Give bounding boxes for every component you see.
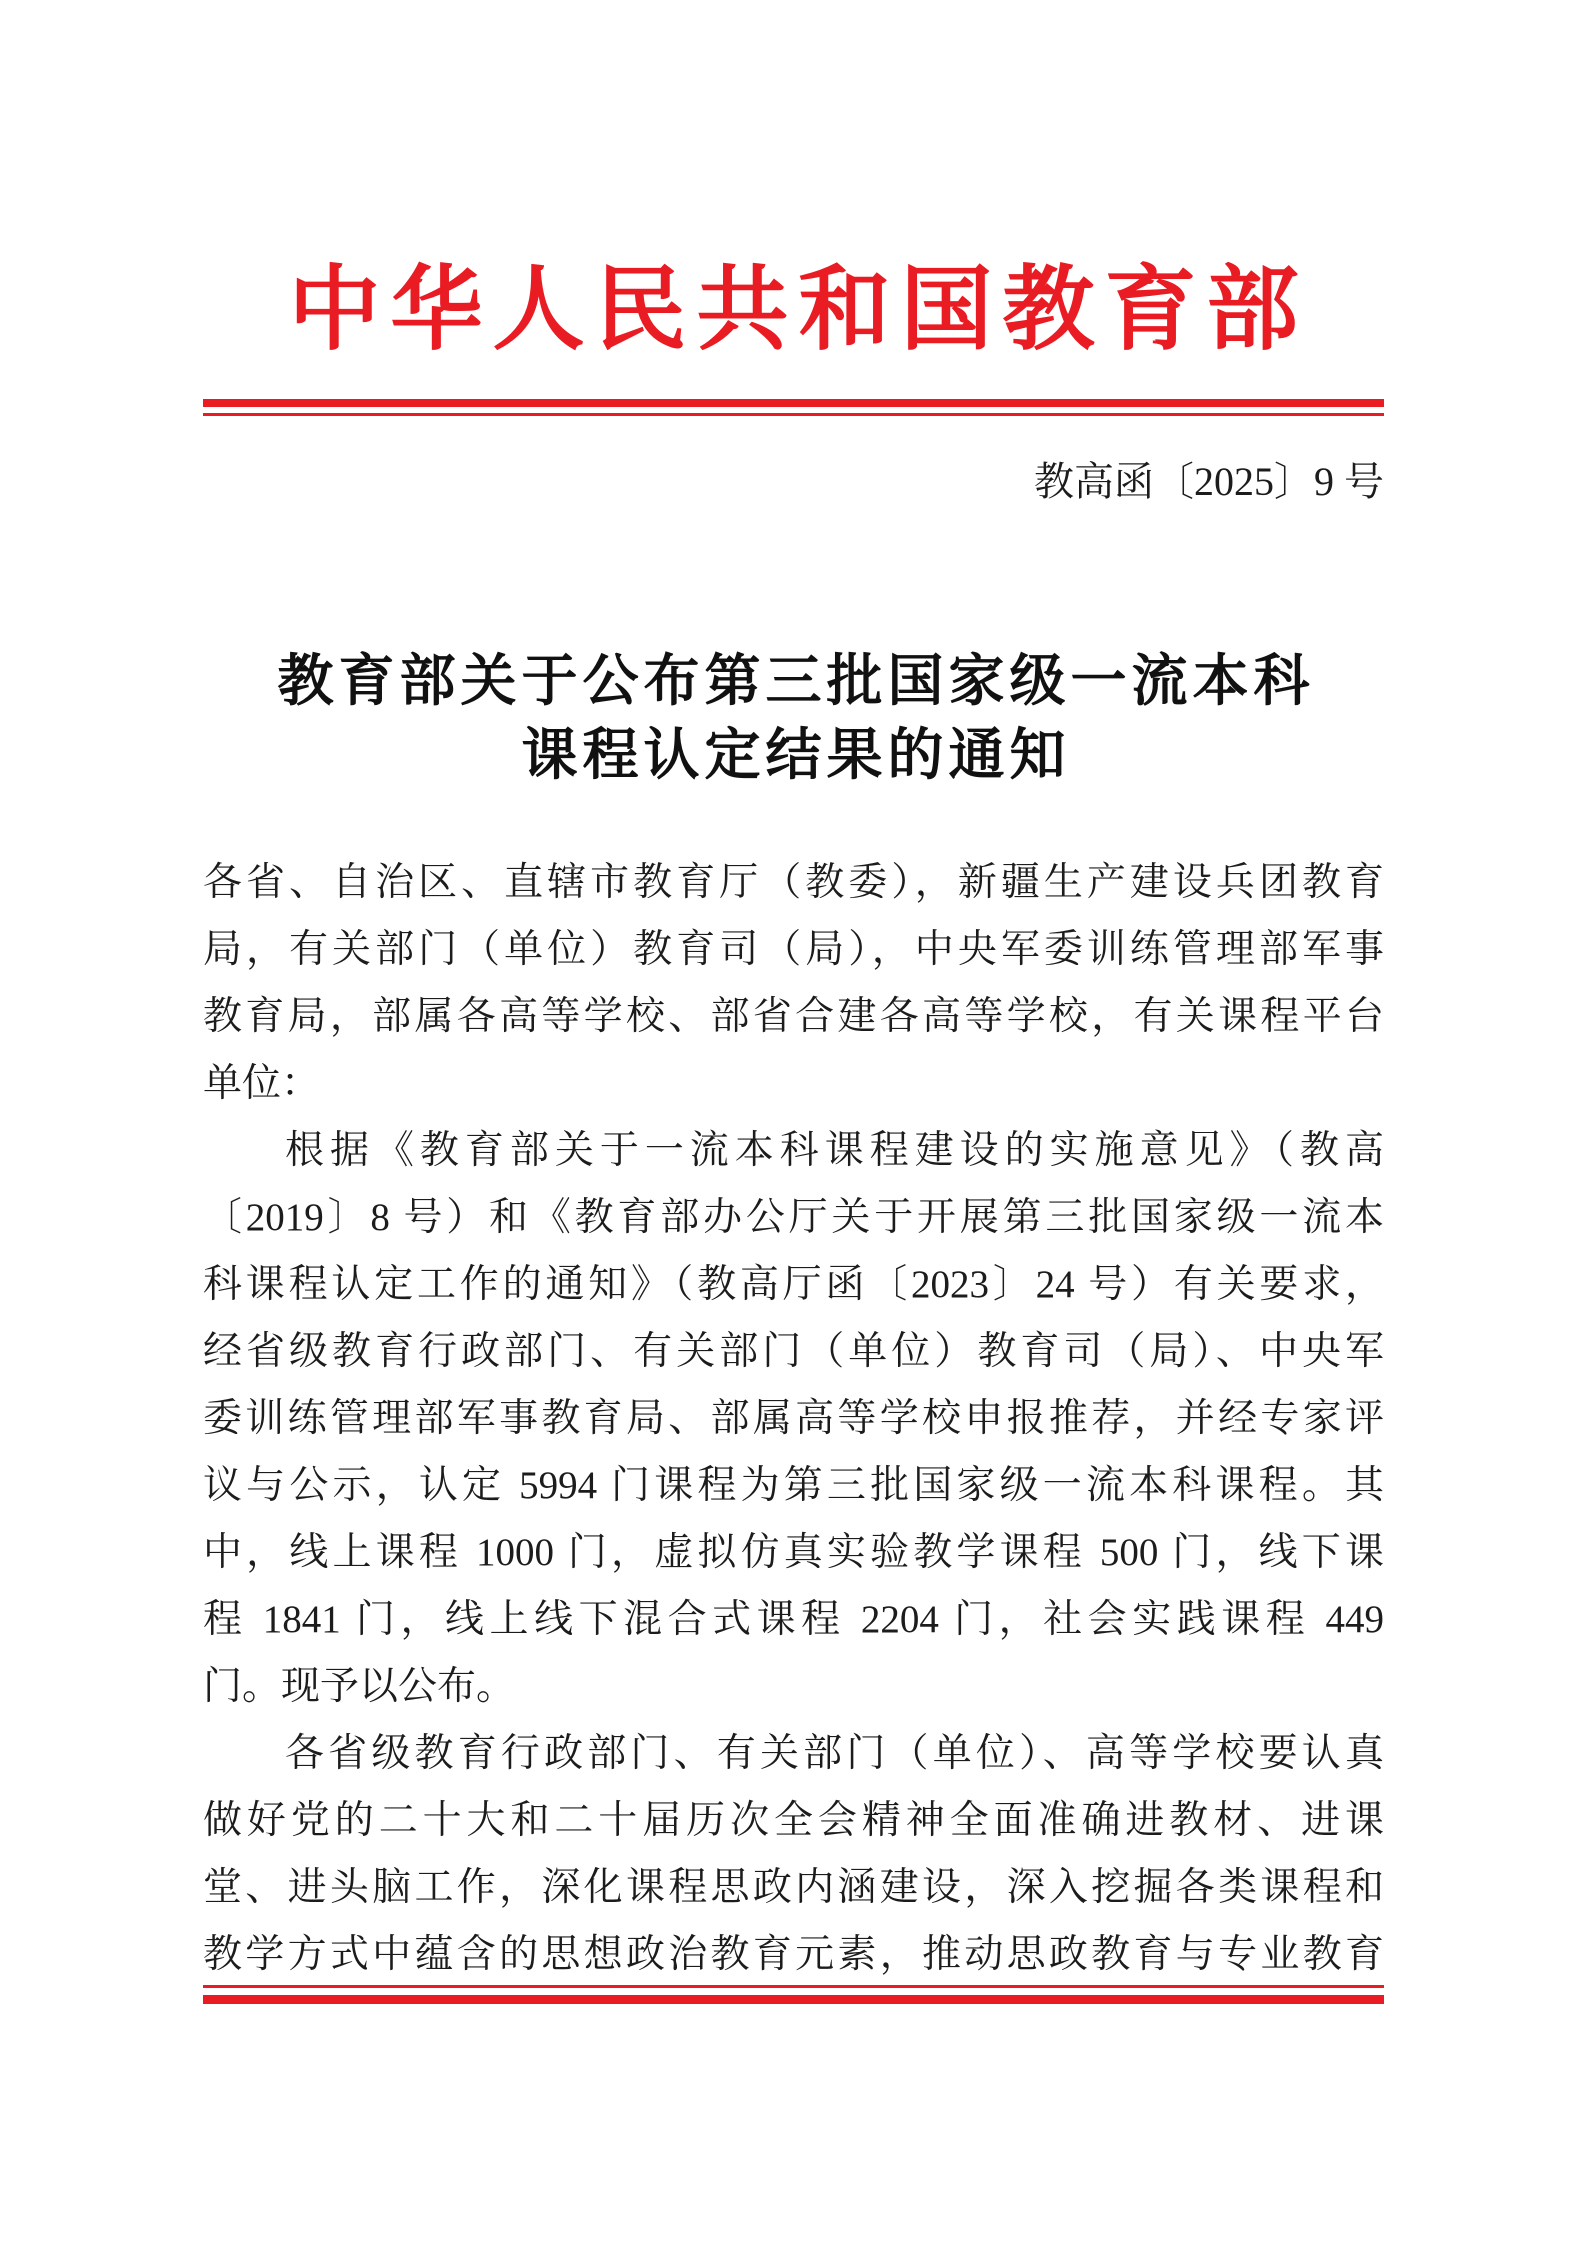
body-line-10: 议与公示，认定 5994 门课程为第三批国家级一流本科课程。其 — [203, 1464, 1384, 1507]
footer-rule-thin — [203, 1985, 1384, 1988]
body-line-17: 教学方式中蕴含的思想政治教育元素，推动思政教育与专业教育 — [203, 1933, 1384, 1976]
document-title-line-1: 教育部关于公布第三批国家级一流本科 — [277, 651, 1315, 713]
document-title-line-2: 课程认定结果的通知 — [521, 725, 1071, 787]
body-line-1: 各省、自治区、直辖市教育厅（教委），新疆生产建设兵团教育 — [203, 861, 1384, 904]
body-line-5: 根据《教育部关于一流本科课程建设的实施意见》（教高 — [285, 1129, 1384, 1172]
body-line-4: 单位： — [203, 1062, 321, 1105]
letterhead-agency-name: 中华人民共和国教育部 — [288, 259, 1309, 361]
body-line-2: 局，有关部门（单位）教育司（局），中央军委训练管理部军事 — [203, 928, 1384, 971]
letterhead-rule-thick — [203, 399, 1384, 407]
body-line-8: 经省级教育行政部门、有关部门（单位）教育司（局）、中央军 — [203, 1330, 1384, 1373]
footer-rule-thick — [203, 1995, 1384, 2004]
body-line-6: 〔2019〕8 号）和《教育部办公厅关于开展第三批国家级一流本 — [203, 1196, 1384, 1239]
body-line-11: 中，线上课程 1000 门，虚拟仿真实验教学课程 500 门，线下课 — [203, 1531, 1384, 1574]
body-line-3: 教育局，部属各高等学校、部省合建各高等学校，有关课程平台 — [203, 995, 1384, 1038]
body-line-12: 程 1841 门，线上线下混合式课程 2204 门，社会实践课程 449 — [203, 1598, 1384, 1641]
body-line-7: 科课程认定工作的通知》（教高厅函〔2023〕24 号）有关要求， — [203, 1263, 1384, 1306]
body-line-16: 堂、进头脑工作，深化课程思政内涵建设，深入挖掘各类课程和 — [203, 1866, 1384, 1909]
body-line-9: 委训练管理部军事教育局、部属高等学校申报推荐，并经专家评 — [203, 1397, 1384, 1440]
document-body — [203, 849, 1384, 1988]
document-number: 教高函〔2025〕9 号 — [1034, 459, 1384, 504]
body-line-15: 做好党的二十大和二十届历次全会精神全面准确进教材、进课 — [203, 1799, 1384, 1842]
body-line-14: 各省级教育行政部门、有关部门（单位）、高等学校要认真 — [285, 1732, 1384, 1775]
document-title — [203, 645, 1384, 793]
body-line-13: 门。现予以公布。 — [203, 1665, 516, 1708]
letterhead-rule-thin — [203, 413, 1384, 416]
